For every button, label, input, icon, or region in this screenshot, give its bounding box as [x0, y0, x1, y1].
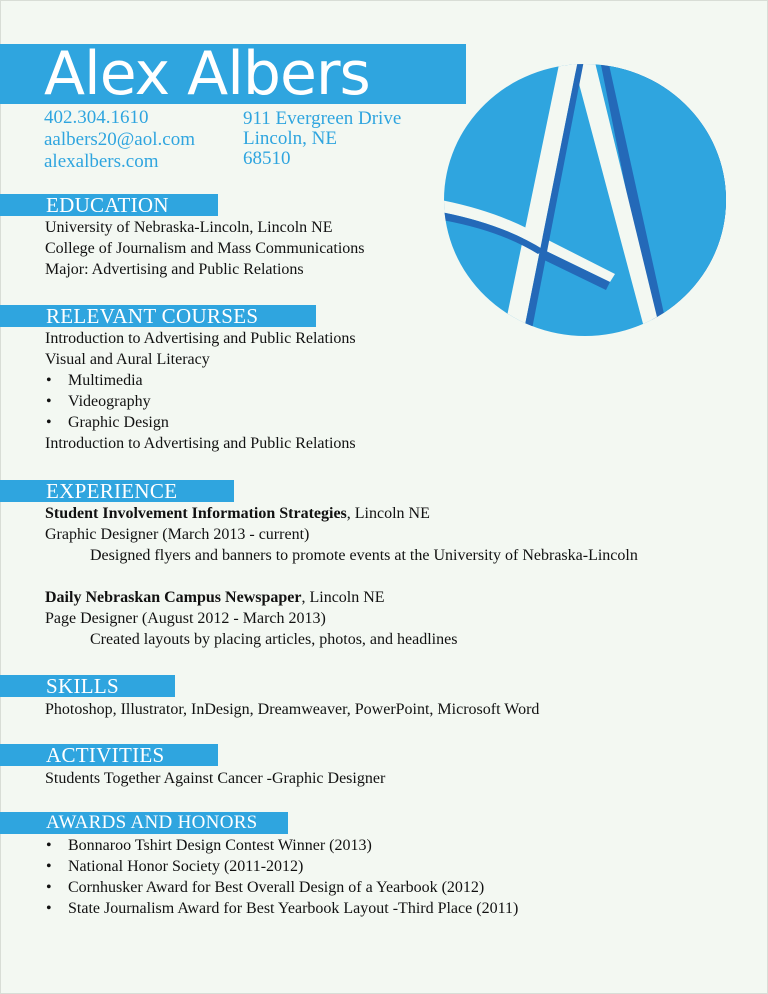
award-item: • Bonnaroo Tshirt Design Contest Winner (2013) — [45, 835, 518, 856]
award-item: • State Journalism Award for Best Yearbook Layout -Third Place (2011) — [45, 898, 518, 919]
awards-heading: AWARDS AND HONORS — [46, 812, 258, 833]
education-line: College of Journalism and Mass Communications — [45, 240, 365, 257]
address-city: Lincoln, NE — [243, 128, 337, 149]
job-org-line — [45, 503, 638, 524]
job-role: Graphic Designer (March 2013 - current) — [45, 526, 310, 543]
job-role: Page Designer (August 2012 - March 2013) — [45, 610, 326, 627]
skills-heading: SKILLS — [46, 674, 119, 698]
award-item: • Cornhusker Award for Best Overall Design of a Yearbook (2012) — [45, 877, 518, 898]
awards-section — [45, 835, 518, 919]
skills-text: Photoshop, Illustrator, InDesign, Dreamweaver, PowerPoint, Microsoft Word — [45, 701, 540, 718]
address-zip: 68510 — [243, 148, 291, 169]
education-line: Major: Advertising and Public Relations — [45, 261, 304, 278]
experience-section — [45, 503, 638, 650]
email-address: aalbers20@aol.com — [44, 129, 195, 150]
education-section — [45, 217, 365, 280]
job-detail: Designed flyers and banners to promote events at the University of Nebraska-Lincoln — [90, 547, 638, 564]
address-street: 911 Evergreen Drive — [243, 108, 402, 129]
job-org-line — [45, 587, 638, 608]
course-bullet: • Graphic Design — [45, 412, 356, 433]
activities-text: Students Together Against Cancer -Graphic Designer — [45, 770, 386, 787]
course-bullet: • Multimedia — [45, 370, 356, 391]
education-heading: EDUCATION — [46, 193, 169, 217]
job-location: , Lincoln NE — [301, 589, 385, 606]
award-item: • National Honor Society (2011-2012) — [45, 856, 518, 877]
mailing-address — [243, 109, 401, 169]
job-organization: Daily Nebraskan Campus Newspaper — [45, 589, 302, 606]
website: alexalbers.com — [44, 151, 159, 172]
course-bullet: • Videography — [45, 391, 356, 412]
education-line: University of Nebraska-Lincoln, Lincoln NE — [45, 219, 333, 236]
courses-section — [45, 328, 356, 454]
courses-heading: RELEVANT COURSES — [46, 304, 259, 328]
job-detail: Created layouts by placing articles, photos, and headlines — [90, 631, 458, 648]
experience-heading: EXPERIENCE — [46, 479, 178, 503]
contact-info — [44, 107, 195, 173]
course-line: Introduction to Advertising and Public Relations — [45, 330, 356, 347]
job-organization: Student Involvement Information Strategies — [45, 505, 347, 522]
activities-heading: ACTIVITIES — [46, 743, 165, 767]
course-line: Visual and Aural Literacy — [45, 351, 210, 368]
course-line: Introduction to Advertising and Public Relations — [45, 435, 356, 452]
spacer — [45, 566, 638, 587]
applicant-name: Alex Albers — [44, 39, 370, 109]
phone-number: 402.304.1610 — [44, 107, 149, 128]
letter-a-logo-icon — [440, 60, 730, 350]
job-location: , Lincoln NE — [346, 505, 430, 522]
